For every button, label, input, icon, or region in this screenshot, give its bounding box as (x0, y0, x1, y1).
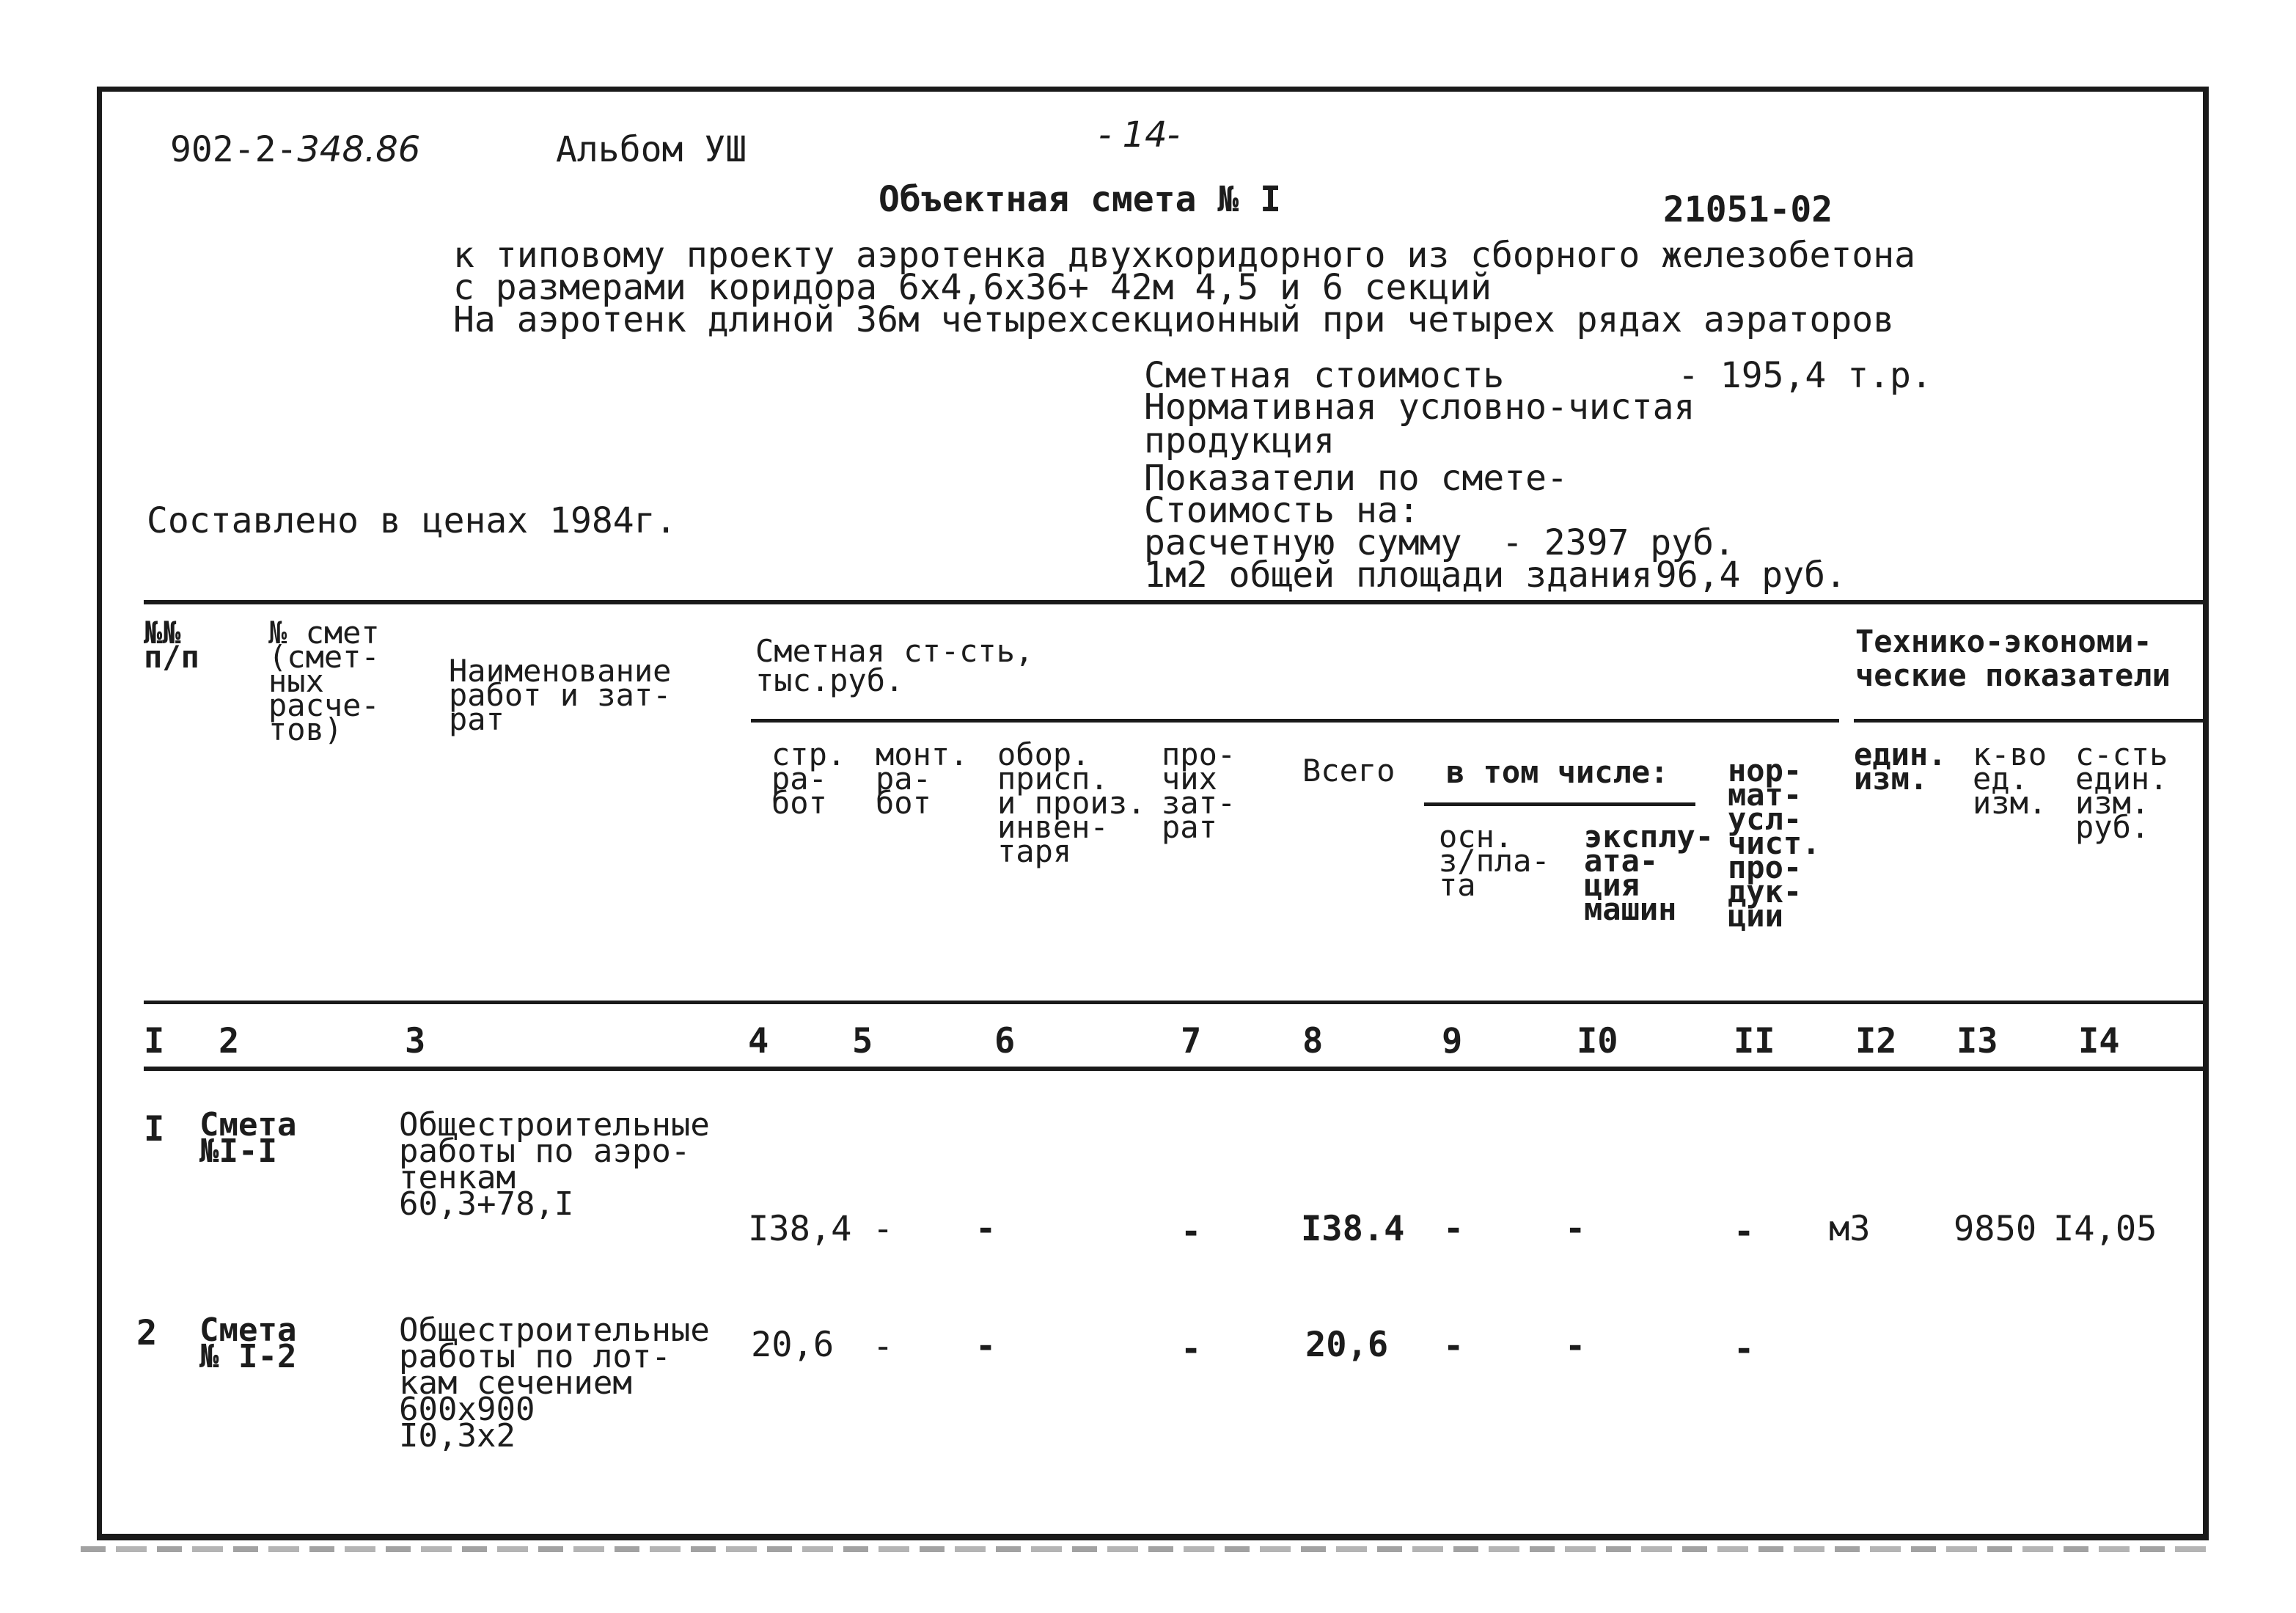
column-number-11: II (1734, 1021, 1775, 1061)
cost-group-rule (751, 719, 1839, 723)
row-2-construction: 20,6 (751, 1325, 835, 1365)
per-m2-label: 1м2 общей площади здания (1144, 555, 1653, 596)
album-label: Альбом УШ (556, 129, 747, 170)
column-number-7: 7 (1181, 1021, 1202, 1061)
row-1-unit-quantity: 9850 (1954, 1209, 2037, 1249)
header-construction-works: стр. ра- бот (771, 736, 846, 821)
column-number-4: 4 (748, 1021, 769, 1061)
header-cost-group: Сметная ст-сть, тыс.руб. (755, 633, 1034, 698)
calc-sum-value: - 2397 руб. (1502, 522, 1735, 563)
row-1-equipment: - (975, 1209, 997, 1249)
header-unit-cost: с-сть един. изм. руб. (2075, 736, 2168, 845)
header-normative-production: нор- мат- усл- чист. про- дук- ции (1728, 753, 1821, 934)
header-machine-operation: эксплу- ата- ция машин (1584, 819, 1714, 927)
doc-code-prefix: 902-2- (170, 129, 298, 170)
header-including: в том числе: (1446, 754, 1669, 790)
header-base-salary: осн. з/пла- та (1439, 819, 1550, 903)
column-number-13: I3 (1956, 1021, 1998, 1061)
calc-sum-label: расчетную сумму (1144, 522, 1462, 563)
row-2-number: 2 (136, 1313, 158, 1353)
row-2-machine-operation: - (1565, 1326, 1586, 1367)
header-total: Всего (1302, 753, 1395, 789)
row-1-installation: - (873, 1209, 894, 1249)
header-equipment: обор. присп. и произ. инвен- таря (997, 736, 1146, 869)
row-1-normative: - (1734, 1212, 1755, 1252)
column-number-12: I2 (1855, 1021, 1897, 1061)
column-number-10: I0 (1577, 1021, 1618, 1061)
column-number-2: 2 (219, 1021, 240, 1061)
estimated-cost-label: Сметная стоимость (1144, 355, 1505, 396)
row-1-total: I38.4 (1301, 1209, 1405, 1249)
header-unit: един. изм. (1854, 736, 1947, 797)
header-work-name: Наименование работ и зат- рат (449, 653, 672, 737)
description-line-1: к типовому проекту аэротенка двухкоридорного из сборного железобетона (453, 235, 1915, 276)
row-2-estimate: Смета № I-2 (199, 1312, 297, 1375)
row-2-normative: - (1734, 1329, 1755, 1369)
column-number-6: 6 (994, 1021, 1016, 1061)
row-2-other: - (1181, 1329, 1202, 1369)
registration-number: 21051-02 (1663, 189, 1833, 230)
column-number-5: 5 (852, 1021, 873, 1061)
tech-group-rule (1854, 719, 2203, 723)
prices-note: Составлено в ценах 1984г. (147, 500, 677, 541)
normative-production-label: Нормативная условно-чистая продукция (1144, 387, 1695, 461)
indicators-label: Показатели по смете- (1144, 458, 1568, 499)
incl-group-rule (1424, 802, 1695, 806)
header-installation-works: монт. ра- бот (876, 736, 969, 821)
header-tech-group: Технико-экономи- ческие показатели (1855, 623, 2171, 693)
column-number-14: I4 (2078, 1021, 2120, 1061)
header-unit-quantity: к-во ед. изм. (1973, 736, 2047, 821)
header-estimate-number: № смет (смет- ных расче- тов) (268, 615, 380, 747)
estimate-title: Объектная смета № I (879, 179, 1282, 220)
column-number-8: 8 (1302, 1021, 1324, 1061)
estimated-cost-value: - 195,4 т.р. (1678, 355, 1932, 396)
row-1-work-name: Общестроительные работы по аэро- тенкам 60,3+78,I (399, 1106, 710, 1223)
row-2-equipment: - (975, 1326, 997, 1367)
row-1-machine-operation: - (1565, 1209, 1586, 1249)
row-2-total: 20,6 (1305, 1325, 1389, 1365)
row-1-other: - (1181, 1212, 1202, 1252)
row-1-number: I (144, 1109, 165, 1149)
header-other-costs: про- чих зат- рат (1162, 736, 1236, 845)
row-1-unit-cost: I4,05 (2053, 1209, 2157, 1249)
column-number-1: I (144, 1021, 165, 1061)
row-2-installation: - (873, 1326, 894, 1367)
page-number: - 14- (1099, 114, 1180, 156)
table-top-rule (144, 600, 2203, 604)
description-line-3: На аэротенк длиной 36м четырехсекционный при четырех рядах аэраторов (453, 299, 1895, 340)
row-1-base-salary: - (1443, 1209, 1464, 1249)
row-2-base-salary: - (1443, 1326, 1464, 1367)
description-line-2: с размерами коридора 6х4,6х36+ 42м 4,5 и 6 секций (453, 267, 1492, 308)
header-item-number: №№ п/п (144, 615, 199, 675)
column-number-3: 3 (405, 1021, 426, 1061)
column-number-9: 9 (1442, 1021, 1463, 1061)
doc-code (170, 129, 421, 170)
per-m2-value: - 96,4 руб. (1613, 555, 1846, 596)
row-1-construction: I38,4 (748, 1209, 852, 1249)
row-1-estimate: Смета №I-I (199, 1106, 297, 1170)
header-bottom-rule (144, 1001, 2203, 1004)
row-1-unit: м3 (1829, 1209, 1871, 1249)
doc-code-handwritten: 348.86 (297, 129, 421, 170)
row-2-work-name: Общестроительные работы по лот- кам сечением 600х900 I0,3х2 (399, 1312, 710, 1455)
scan-artifact (81, 1546, 2207, 1552)
cost-on-label: Стоимость на: (1144, 490, 1420, 531)
column-numbers-rule (144, 1067, 2203, 1071)
